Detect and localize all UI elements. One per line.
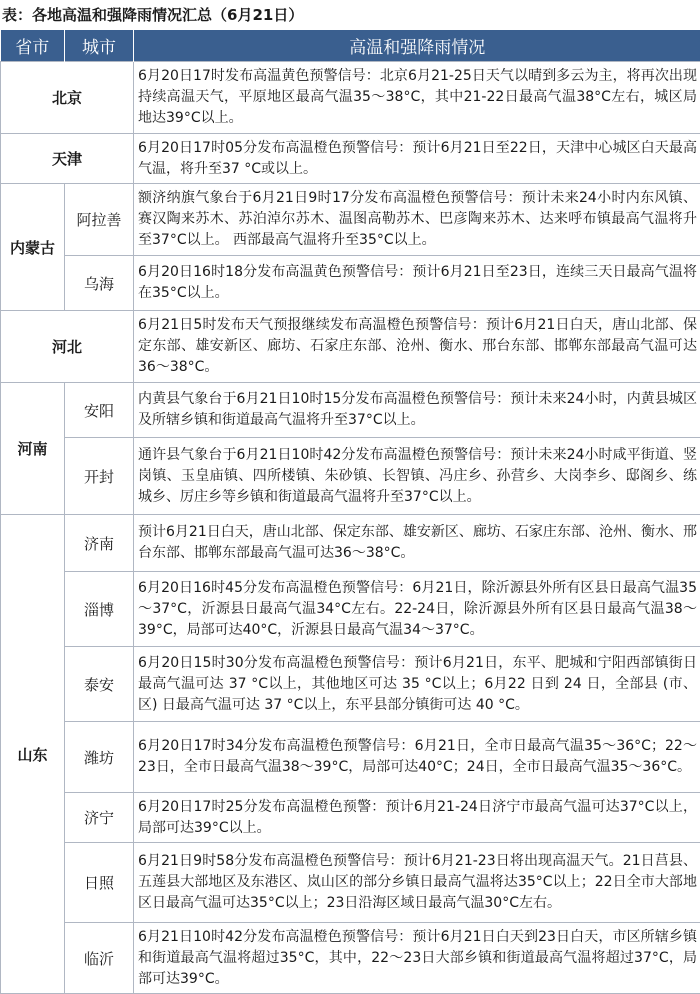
table-row [1,515,700,572]
info-cell: 6月20日16时18分发布高温黄色预警信号：预计6月21日至23日，连续三天日最高气温将在35°C以上。 [134,256,700,311]
info-cell: 通许县气象台于6月21日10时42分发布高温橙色预警信号：预计未来24小时咸平街道、竖岗镇、玉皇庙镇、四所楼镇、朱砂镇、长智镇、冯庄乡、孙营乡、大岗李乡、邸阁乡、练城乡、厉庄乡等乡镇和街道最高气温将升至37°C以上。 [134,438,700,515]
info-cell: 预计6月21日白天，唐山北部、保定东部、雄安新区、廊坊、石家庄东部、沧州、衡水、邢台东部、邯郸东部最高气温可达36～38°C。 [134,515,700,572]
info-cell: 6月20日17时25分发布高温橙色预警：预计6月21-24日济宁市最高气温可达37°C以上，局部可达39°C以上。 [134,793,700,843]
city-cell: 淄博 [65,572,134,647]
city-cell: 潍坊 [65,722,134,793]
province-cell: 山东 [1,515,65,994]
info-cell: 6月21日10时42分发布高温橙色预警信号：预计6月21日白天到23日白天，市区所辖乡镇和街道最高气温将超过35°C，其中，22～23日大部乡镇和街道最高气温将超过37°C，局部可达39°C。 [134,923,700,994]
table-row [1,843,700,923]
info-cell: 6月20日17时发布高温黄色预警信号：北京6月21-25日天气以晴到多云为主，将再次出现持续高温天气，平原地区最高气温35～38°C，其中21-22日最高气温38°C左右，城区局地达39°C以上。 [134,62,700,134]
city-cell: 乌海 [65,256,134,311]
city-cell: 临沂 [65,923,134,994]
info-cell: 6月21日5时发布天气预报继续发布高温橙色预警信号：预计6月21日白天，唐山北部、保定东部、雄安新区、廊坊、石家庄东部、沧州、衡水、邢台东部、邯郸东部最高气温可达36～38°C。 [134,311,700,383]
header-city: 城市 [65,30,134,62]
table-caption: 表：各地高温和强降雨情况汇总（6月21日） [0,0,700,30]
table-row [1,383,700,438]
province-cell: 河南 [1,383,65,515]
table-row [1,256,700,311]
info-cell: 6月20日17时34分发布高温橙色预警信号：6月21日，全市日最高气温35～36°C；22～23日，全市日最高气温38～39°C，局部可达40°C；24日，全市日最高气温35～36°C。 [134,722,700,793]
city-cell: 开封 [65,438,134,515]
table-row [1,184,700,256]
info-cell: 内黄县气象台于6月21日10时15分发布高温橙色预警信号：预计未来24小时，内黄县城区及所辖乡镇和街道最高气温将升至37°C以上。 [134,383,700,438]
city-cell: 日照 [65,843,134,923]
province-cell: 河北 [1,311,134,383]
table-row [1,572,700,647]
province-cell: 内蒙古 [1,184,65,311]
header-province: 省市 [1,30,65,62]
city-cell: 阿拉善 [65,184,134,256]
info-cell: 6月20日17时05分发布高温橙色预警信号：预计6月21日至22日，天津中心城区白天最高气温，将升至37 °C或以上。 [134,134,700,184]
table-row [1,722,700,793]
weather-summary-table [0,30,700,994]
table-row [1,134,700,184]
province-cell: 北京 [1,62,134,134]
info-cell: 6月20日15时30分发布高温橙色预警信号：预计6月21日，东平、肥城和宁阳西部镇街日最高气温可达 37 °C以上，其他地区可达 35 °C以上；6月22 日到 24 日，全部县 (市、区) 日最高气温可达 37 °C以上，东平县部分镇街可达 40 °C。 [134,647,700,722]
info-cell: 6月20日16时45分发布高温橙色预警信号：6月21日，除沂源县外所有区县日最高气温35～37°C，沂源县日最高气温34°C左右。22-24日，除沂源县外所有区县日最高气温38～39°C，局部可达40°C，沂源县日最高气温34～37°C。 [134,572,700,647]
province-cell: 天津 [1,134,134,184]
table-row [1,793,700,843]
table-row [1,647,700,722]
info-cell: 额济纳旗气象台于6月21日9时17分发布高温橙色预警信号：预计未来24小时内东风镇、赛汉陶来苏木、苏泊淖尔苏木、温图高勒苏木、巴彦陶来苏木、达来呼布镇最高气温将升至37°C以上。 西部最高气温将升至35°C以上。 [134,184,700,256]
table-row [1,62,700,134]
info-cell: 6月21日9时58分发布高温橙色预警信号：预计6月21-23日将出现高温天气。21日莒县、五莲县大部地区及东港区、岚山区的部分乡镇日最高气温将达35°C以上；22日全市大部地区日最高气温可达35°C以上；23日沿海区域日最高气温30°C左右。 [134,843,700,923]
table-row [1,311,700,383]
city-cell: 安阳 [65,383,134,438]
header-info: 高温和强降雨情况 [134,30,700,62]
table-header-row [1,30,700,62]
city-cell: 济南 [65,515,134,572]
table-row [1,438,700,515]
city-cell: 济宁 [65,793,134,843]
table-row [1,923,700,994]
city-cell: 泰安 [65,647,134,722]
